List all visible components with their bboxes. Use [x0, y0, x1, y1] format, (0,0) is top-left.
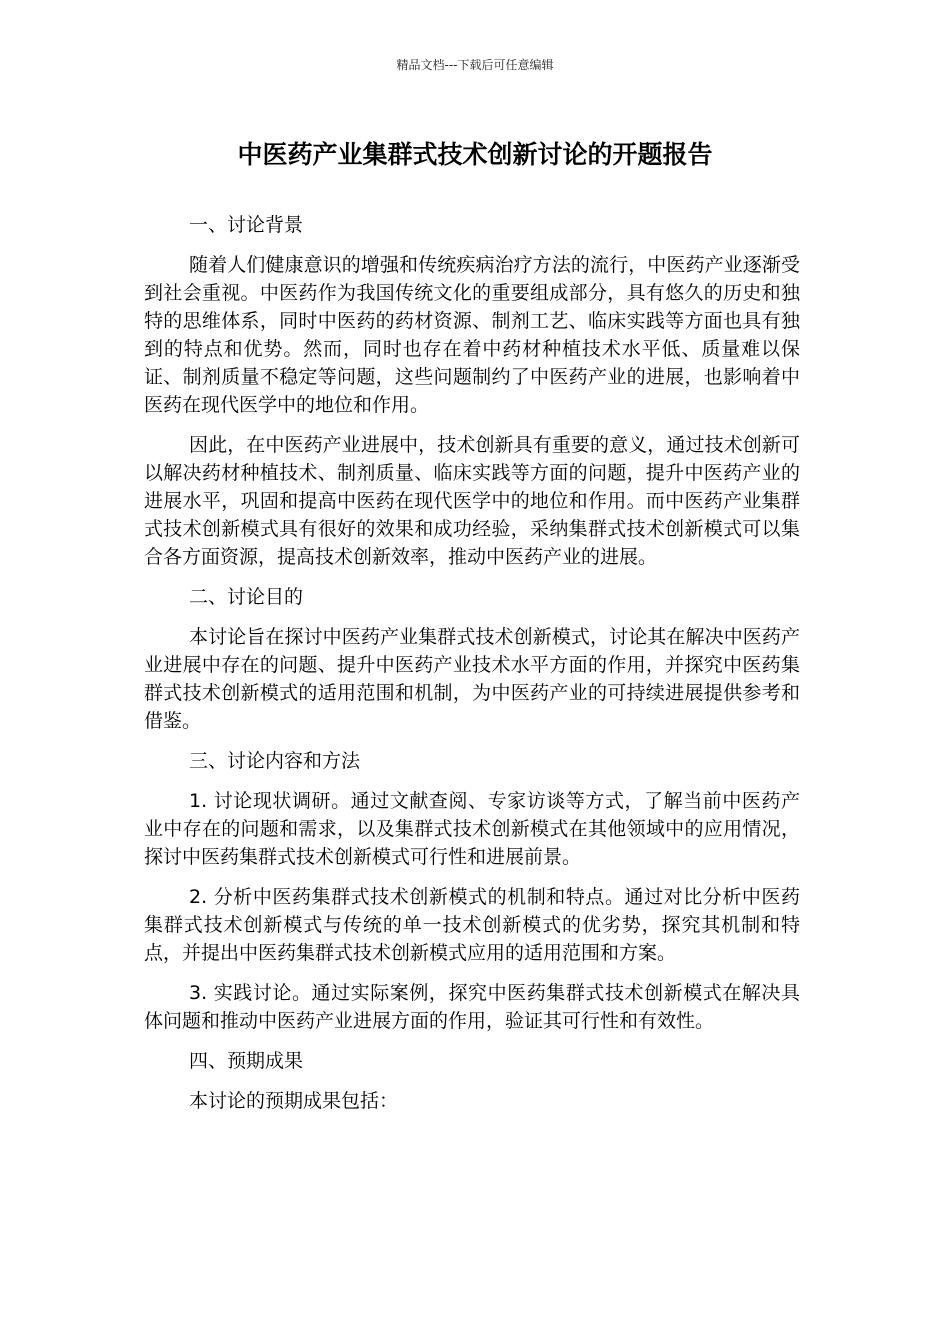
document-body — [144, 211, 800, 1127]
section-heading-purpose: 二、讨论目的 — [189, 586, 304, 608]
page-header-note: 精品文档---下载后可任意编辑 — [396, 58, 554, 72]
paragraph-background-2: 因此，在中医药产业进展中，技术创新具有重要的意义，通过技术创新可以解决药材种植技术、制剂质量、临床实践等方面的问题，提升中医药产业的进展水平，巩固和提高中医药在现代医学中的地位和作用。而中医药产业集群式技术创新模式具有很好的效果和成功经验，采纳集群式技术创新模式可以集合各方面资源，提高技术创新效率，推动中医药产业的进展。 — [144, 434, 800, 568]
section-heading-content-methods: 三、讨论内容和方法 — [189, 750, 361, 772]
paragraph-background-1: 随着人们健康意识的增强和传统疾病治疗方法的流行，中医药产业逐渐受到社会重视。中医药作为我国传统文化的重要组成部分，具有悠久的历史和独特的思维体系，同时中医药的药材资源、制剂工艺、临床实践等方面也具有独到的特点和优势。然而，同时也存在着中药材种植技术水平低、质量难以保证、制剂质量不稳定等问题，这些问题制约了中医药产业的进展，也影响着中医药在现代医学中的地位和作用。 — [144, 254, 800, 416]
paragraph-purpose: 本讨论旨在探讨中医药产业集群式技术创新模式，讨论其在解决中医药产业进展中存在的问题、提升中医药产业技术水平方面的作用，并探究中医药集群式技术创新模式的适用范围和机制，为中医药产业的可持续进展提供参考和借鉴。 — [144, 626, 800, 732]
section-heading-background: 一、讨论背景 — [189, 214, 304, 236]
paragraph-method-2: 2. 分析中医药集群式技术创新模式的机制和特点。通过对比分析中医药集群式技术创新模式与传统的单一技术创新模式的优劣势，探究其机制和特点，并提出中医药集群式技术创新模式应用的适用范围和方案。 — [144, 886, 800, 964]
paragraph-method-3: 3. 实践讨论。通过实际案例，探究中医药集群式技术创新模式在解决具体问题和推动中医药产业进展方面的作用，验证其可行性和有效性。 — [144, 982, 800, 1032]
document-title: 中医药产业集群式技术创新讨论的开题报告 — [237, 140, 713, 169]
paragraph-expected-results: 本讨论的预期成果包括： — [189, 1090, 399, 1112]
paragraph-method-1: 1. 讨论现状调研。通过文献查阅、专家访谈等方式，了解当前中医药产业中存在的问题和需求，以及集群式技术创新模式在其他领域中的应用情况，探讨中医药集群式技术创新模式可行性和进展前景。 — [144, 790, 800, 868]
section-heading-expected-results: 四、预期成果 — [189, 1050, 304, 1072]
